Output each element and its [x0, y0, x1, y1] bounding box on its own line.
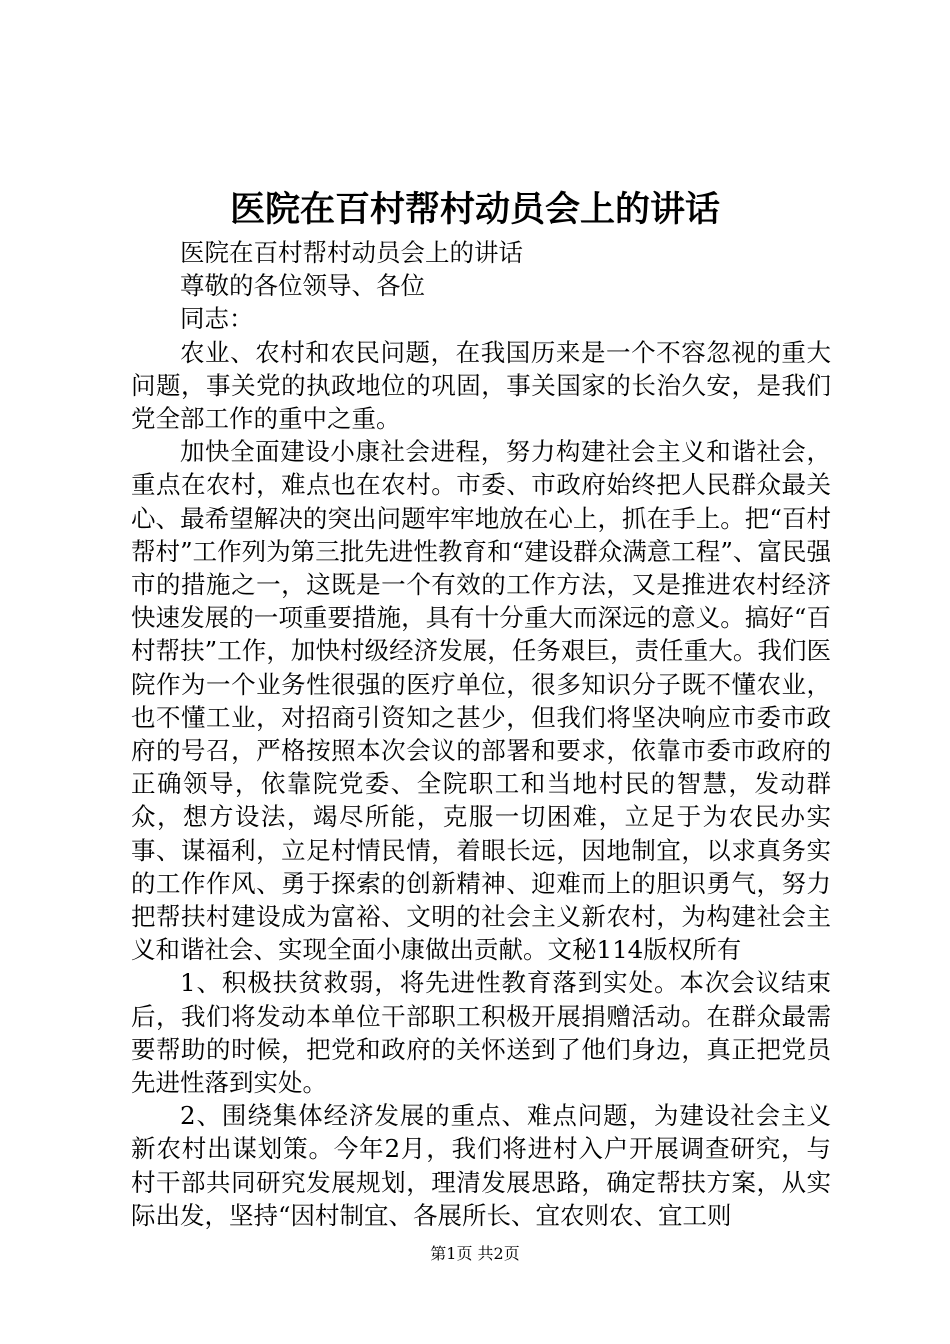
page-number-footer: 第1页 共2页	[430, 1244, 520, 1263]
paragraph: 1、积极扶贫救弱，将先进性教育落到实处。本次会议结束后，我们将发动本单位干部职工积极开展捐赠活动。在群众最需要帮助的时候，把党和政府的关怀送到了他们身边，真正把党员先进性落到实处。	[131, 968, 831, 1098]
paragraph: 农业、农村和农民问题，在我国历来是一个不容忽视的重大问题，事关党的执政地位的巩固，事关国家的长治久安，是我们党全部工作的重中之重。	[131, 337, 831, 434]
document-body	[131, 236, 831, 1232]
salutation-line: 尊敬的各位领导、各位	[180, 271, 425, 301]
paragraph: 2、围绕集体经济发展的重点、难点问题，为建设社会主义新农村出谋划策。今年2月，我们将进村入户开展调查研究，与村干部共同研究发展规划，理清发展思路，确定帮扶方案，从实际出发，坚持“因村制宜、各展所长、宜农则农、宜工则	[131, 1101, 831, 1230]
document-title: 医院在百村帮村动员会上的讲话	[229, 189, 720, 230]
paragraph: 加快全面建设小康社会进程，努力构建社会主义和谐社会，重点在农村，难点也在农村。市委、市政府始终把人民群众最关心、最希望解决的突出问题牢牢地放在心上，抓在手上。把“百村帮村”工作列为第三批先进性教育和“建设群众满意工程”、富民强市的措施之一，这既是一个有效的工作方法，又是推进农村经济快速发展的一项重要措施，具有十分重大而深远的意义。搞好“百村帮扶”工作，加快村级经济发展，任务艰巨，责任重大。我们医院作为一个业务性很强的医疗单位，很多知识分子既不懂农业，也不懂工业，对招商引资知之甚少，但我们将坚决响应市委市政府的号召，严格按照本次会议的部署和要求，依靠市委市政府的正确领导，依靠院党委、全院职工和当地村民的智慧，发动群众，想方设法，竭尽所能，克服一切困难，立足于为农民办实事、谋福利，立足村情民情，着眼长远，因地制宜，以求真务实的工作作风、勇于探索的创新精神、迎难而上的胆识勇气，努力把帮扶村建设成为富裕、文明的社会主义新农村，为构建社会主义和谐社会、实现全面小康做出贡献。文秘114版权所有	[131, 437, 831, 965]
subtitle-line: 医院在百村帮村动员会上的讲话	[180, 238, 523, 267]
salutation-line-cont: 同志：	[180, 304, 254, 334]
